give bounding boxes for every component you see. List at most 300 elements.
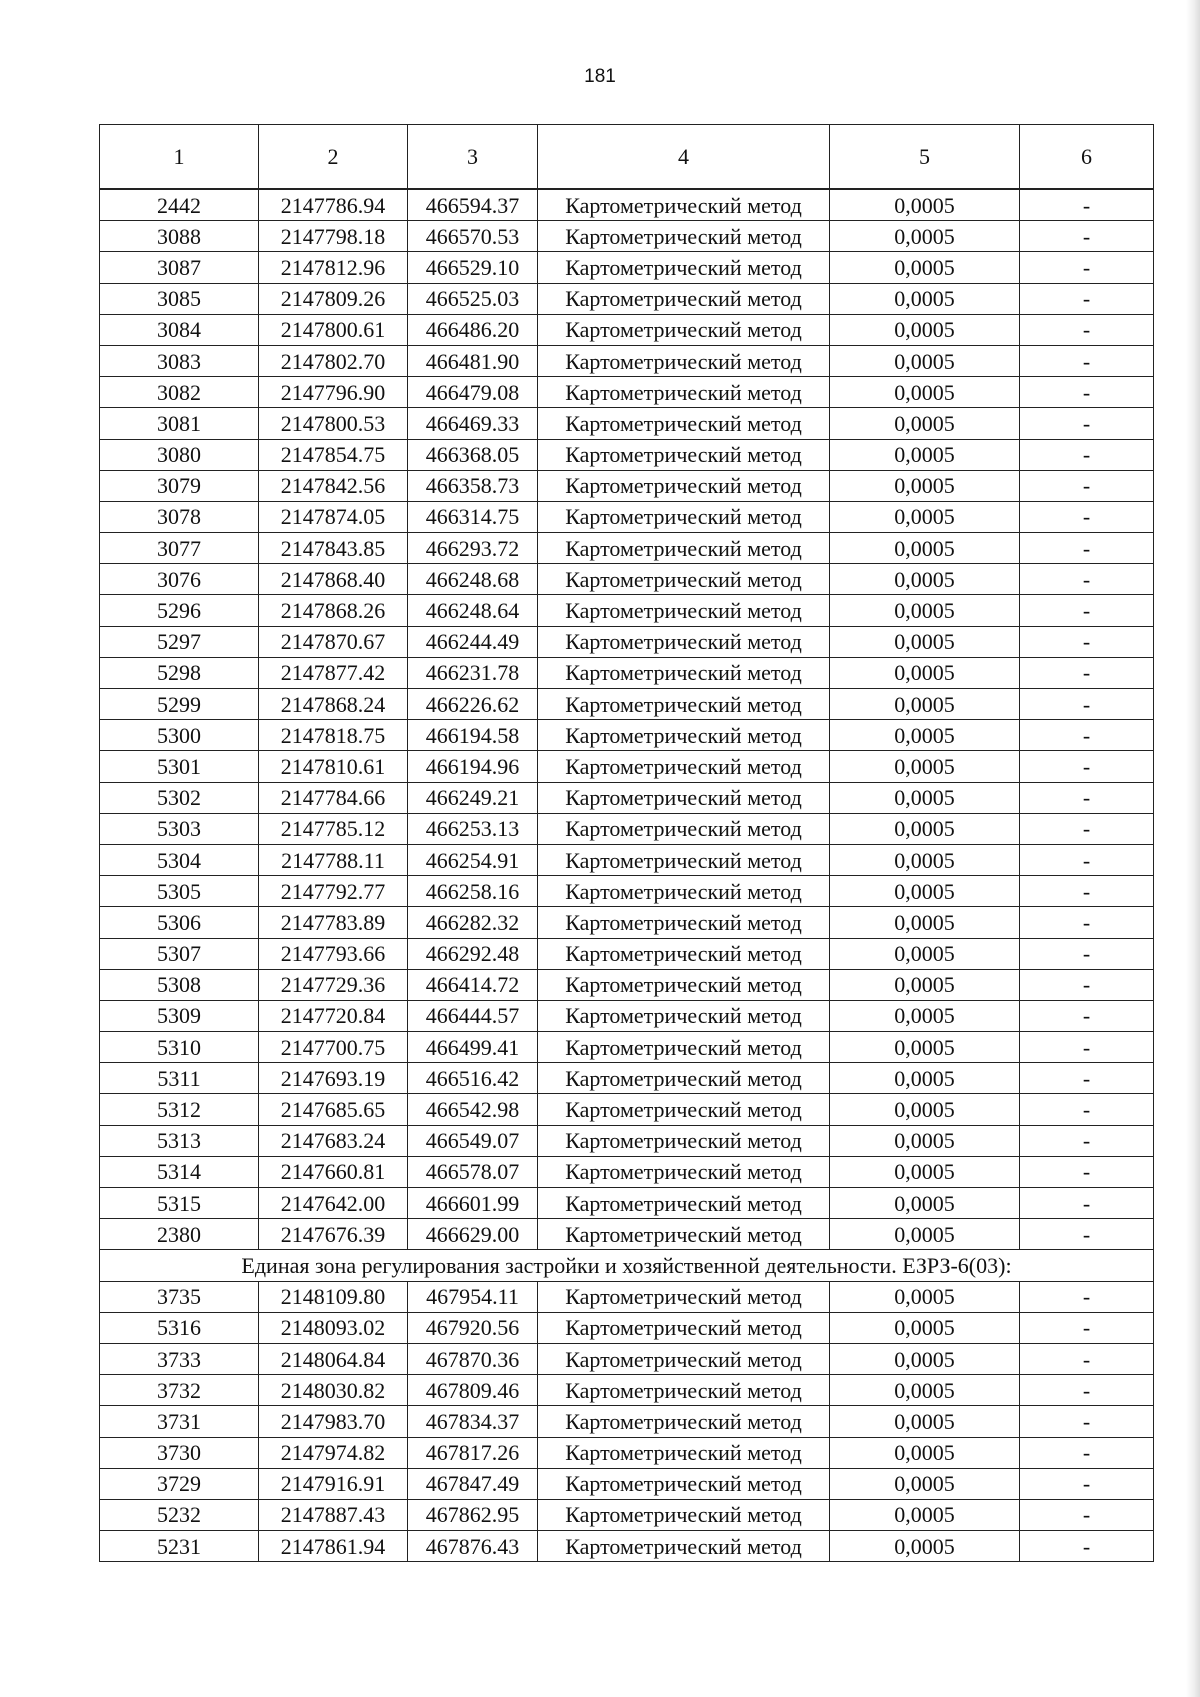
note-cell: - [1020, 969, 1154, 1000]
x-coordinate-cell: 2147868.24 [259, 689, 408, 720]
accuracy-cell: 0,0005 [830, 533, 1020, 564]
x-coordinate-cell: 2147693.19 [259, 1063, 408, 1094]
table-row [100, 564, 1154, 595]
table-row [100, 720, 1154, 751]
table-header-row [100, 125, 1154, 190]
x-coordinate-cell: 2147868.26 [259, 595, 408, 626]
point-number-cell: 5315 [100, 1188, 259, 1219]
note-cell: - [1020, 189, 1154, 221]
note-cell: - [1020, 470, 1154, 501]
x-coordinate-cell: 2147800.53 [259, 408, 408, 439]
method-cell: Картометрический метод [538, 1032, 830, 1063]
table-row [100, 657, 1154, 688]
x-coordinate-cell: 2147916.91 [259, 1468, 408, 1499]
accuracy-cell: 0,0005 [830, 501, 1020, 532]
y-coordinate-cell: 466244.49 [408, 626, 538, 657]
x-coordinate-cell: 2147974.82 [259, 1437, 408, 1468]
y-coordinate-cell: 466254.91 [408, 844, 538, 875]
method-cell: Картометрический метод [538, 1281, 830, 1312]
y-coordinate-cell: 466248.64 [408, 595, 538, 626]
point-number-cell: 5231 [100, 1531, 259, 1562]
y-coordinate-cell: 466226.62 [408, 689, 538, 720]
y-coordinate-cell: 466486.20 [408, 314, 538, 345]
table-row [100, 314, 1154, 345]
x-coordinate-cell: 2147842.56 [259, 470, 408, 501]
accuracy-cell: 0,0005 [830, 1499, 1020, 1530]
note-cell: - [1020, 283, 1154, 314]
method-cell: Картометрический метод [538, 1406, 830, 1437]
note-cell: - [1020, 1125, 1154, 1156]
point-number-cell: 5306 [100, 907, 259, 938]
note-cell: - [1020, 1188, 1154, 1219]
point-number-cell: 3078 [100, 501, 259, 532]
x-coordinate-cell: 2147683.24 [259, 1125, 408, 1156]
y-coordinate-cell: 466594.37 [408, 189, 538, 221]
method-cell: Картометрический метод [538, 1219, 830, 1250]
x-coordinate-cell: 2147983.70 [259, 1406, 408, 1437]
x-coordinate-cell: 2147796.90 [259, 377, 408, 408]
method-cell: Картометрический метод [538, 345, 830, 376]
method-cell: Картометрический метод [538, 377, 830, 408]
x-coordinate-cell: 2147720.84 [259, 1000, 408, 1031]
point-number-cell: 5296 [100, 595, 259, 626]
point-number-cell: 5302 [100, 782, 259, 813]
point-number-cell: 3730 [100, 1437, 259, 1468]
y-coordinate-cell: 466549.07 [408, 1125, 538, 1156]
note-cell: - [1020, 1406, 1154, 1437]
x-coordinate-cell: 2148109.80 [259, 1281, 408, 1312]
note-cell: - [1020, 720, 1154, 751]
x-coordinate-cell: 2147800.61 [259, 314, 408, 345]
note-cell: - [1020, 1343, 1154, 1374]
table-row [100, 1437, 1154, 1468]
accuracy-cell: 0,0005 [830, 595, 1020, 626]
note-cell: - [1020, 252, 1154, 283]
accuracy-cell: 0,0005 [830, 1219, 1020, 1250]
x-coordinate-cell: 2147788.11 [259, 844, 408, 875]
method-cell: Картометрический метод [538, 876, 830, 907]
note-cell: - [1020, 439, 1154, 470]
note-cell: - [1020, 1156, 1154, 1187]
point-number-cell: 5308 [100, 969, 259, 1000]
x-coordinate-cell: 2147868.40 [259, 564, 408, 595]
note-cell: - [1020, 876, 1154, 907]
header-col-4: 4 [538, 125, 830, 190]
accuracy-cell: 0,0005 [830, 1468, 1020, 1499]
table-row [100, 751, 1154, 782]
method-cell: Картометрический метод [538, 1125, 830, 1156]
table-row [100, 1219, 1154, 1250]
x-coordinate-cell: 2147810.61 [259, 751, 408, 782]
y-coordinate-cell: 467920.56 [408, 1312, 538, 1343]
table-row [100, 876, 1154, 907]
point-number-cell: 2380 [100, 1219, 259, 1250]
point-number-cell: 3077 [100, 533, 259, 564]
accuracy-cell: 0,0005 [830, 1343, 1020, 1374]
x-coordinate-cell: 2147843.85 [259, 533, 408, 564]
accuracy-cell: 0,0005 [830, 377, 1020, 408]
point-number-cell: 2442 [100, 189, 259, 221]
y-coordinate-cell: 466516.42 [408, 1063, 538, 1094]
point-number-cell: 3080 [100, 439, 259, 470]
note-cell: - [1020, 1499, 1154, 1530]
note-cell: - [1020, 1375, 1154, 1406]
y-coordinate-cell: 466629.00 [408, 1219, 538, 1250]
method-cell: Картометрический метод [538, 1468, 830, 1499]
table-row [100, 844, 1154, 875]
method-cell: Картометрический метод [538, 689, 830, 720]
point-number-cell: 3084 [100, 314, 259, 345]
x-coordinate-cell: 2147792.77 [259, 876, 408, 907]
y-coordinate-cell: 466249.21 [408, 782, 538, 813]
note-cell: - [1020, 1468, 1154, 1499]
note-cell: - [1020, 1531, 1154, 1562]
point-number-cell: 3076 [100, 564, 259, 595]
method-cell: Картометрический метод [538, 221, 830, 252]
table-row [100, 1125, 1154, 1156]
point-number-cell: 5316 [100, 1312, 259, 1343]
x-coordinate-cell: 2147700.75 [259, 1032, 408, 1063]
scan-edge [1186, 0, 1200, 1697]
point-number-cell: 5232 [100, 1499, 259, 1530]
table-row [100, 439, 1154, 470]
x-coordinate-cell: 2147784.66 [259, 782, 408, 813]
accuracy-cell: 0,0005 [830, 1094, 1020, 1125]
y-coordinate-cell: 466358.73 [408, 470, 538, 501]
y-coordinate-cell: 466253.13 [408, 813, 538, 844]
table-row [100, 345, 1154, 376]
point-number-cell: 5304 [100, 844, 259, 875]
accuracy-cell: 0,0005 [830, 252, 1020, 283]
note-cell: - [1020, 408, 1154, 439]
point-number-cell: 5298 [100, 657, 259, 688]
note-cell: - [1020, 345, 1154, 376]
note-cell: - [1020, 564, 1154, 595]
table-row [100, 470, 1154, 501]
table-row [100, 1499, 1154, 1530]
method-cell: Картометрический метод [538, 1531, 830, 1562]
accuracy-cell: 0,0005 [830, 876, 1020, 907]
accuracy-cell: 0,0005 [830, 657, 1020, 688]
point-number-cell: 3087 [100, 252, 259, 283]
accuracy-cell: 0,0005 [830, 1063, 1020, 1094]
coordinates-table [99, 124, 1154, 1562]
point-number-cell: 3088 [100, 221, 259, 252]
y-coordinate-cell: 466248.68 [408, 564, 538, 595]
x-coordinate-cell: 2147887.43 [259, 1499, 408, 1530]
table-row [100, 189, 1154, 221]
table-row [100, 813, 1154, 844]
table-row [100, 1343, 1154, 1374]
header-col-5: 5 [830, 125, 1020, 190]
accuracy-cell: 0,0005 [830, 969, 1020, 1000]
point-number-cell: 3733 [100, 1343, 259, 1374]
y-coordinate-cell: 467809.46 [408, 1375, 538, 1406]
point-number-cell: 5297 [100, 626, 259, 657]
x-coordinate-cell: 2147818.75 [259, 720, 408, 751]
accuracy-cell: 0,0005 [830, 782, 1020, 813]
y-coordinate-cell: 467834.37 [408, 1406, 538, 1437]
table-row [100, 1000, 1154, 1031]
x-coordinate-cell: 2147729.36 [259, 969, 408, 1000]
note-cell: - [1020, 1063, 1154, 1094]
y-coordinate-cell: 466469.33 [408, 408, 538, 439]
method-cell: Картометрический метод [538, 1375, 830, 1406]
point-number-cell: 5299 [100, 689, 259, 720]
table-row [100, 1156, 1154, 1187]
method-cell: Картометрический метод [538, 1437, 830, 1468]
accuracy-cell: 0,0005 [830, 1406, 1020, 1437]
table-row [100, 1063, 1154, 1094]
method-cell: Картометрический метод [538, 844, 830, 875]
point-number-cell: 3081 [100, 408, 259, 439]
point-number-cell: 5305 [100, 876, 259, 907]
table-row [100, 501, 1154, 532]
accuracy-cell: 0,0005 [830, 283, 1020, 314]
section-title: Единая зона регулирования застройки и хозяйственной деятельности. ЕЗРЗ-6(03): [100, 1250, 1154, 1281]
method-cell: Картометрический метод [538, 470, 830, 501]
x-coordinate-cell: 2147685.65 [259, 1094, 408, 1125]
point-number-cell: 5313 [100, 1125, 259, 1156]
accuracy-cell: 0,0005 [830, 689, 1020, 720]
accuracy-cell: 0,0005 [830, 938, 1020, 969]
y-coordinate-cell: 467862.95 [408, 1499, 538, 1530]
note-cell: - [1020, 1032, 1154, 1063]
accuracy-cell: 0,0005 [830, 1531, 1020, 1562]
y-coordinate-cell: 466444.57 [408, 1000, 538, 1031]
note-cell: - [1020, 657, 1154, 688]
point-number-cell: 5307 [100, 938, 259, 969]
table-row [100, 782, 1154, 813]
method-cell: Картометрический метод [538, 907, 830, 938]
accuracy-cell: 0,0005 [830, 564, 1020, 595]
point-number-cell: 5310 [100, 1032, 259, 1063]
method-cell: Картометрический метод [538, 501, 830, 532]
x-coordinate-cell: 2147861.94 [259, 1531, 408, 1562]
method-cell: Картометрический метод [538, 1188, 830, 1219]
page-number: 181 [584, 66, 616, 87]
y-coordinate-cell: 467954.11 [408, 1281, 538, 1312]
y-coordinate-cell: 466570.53 [408, 221, 538, 252]
note-cell: - [1020, 813, 1154, 844]
method-cell: Картометрический метод [538, 1343, 830, 1374]
accuracy-cell: 0,0005 [830, 221, 1020, 252]
note-cell: - [1020, 314, 1154, 345]
accuracy-cell: 0,0005 [830, 1375, 1020, 1406]
point-number-cell: 5300 [100, 720, 259, 751]
method-cell: Картометрический метод [538, 595, 830, 626]
accuracy-cell: 0,0005 [830, 1125, 1020, 1156]
method-cell: Картометрический метод [538, 1000, 830, 1031]
header-col-3: 3 [408, 125, 538, 190]
accuracy-cell: 0,0005 [830, 1000, 1020, 1031]
table-row [100, 283, 1154, 314]
table-row [100, 1281, 1154, 1312]
note-cell: - [1020, 595, 1154, 626]
table-row [100, 252, 1154, 283]
point-number-cell: 5311 [100, 1063, 259, 1094]
header-col-1: 1 [100, 125, 259, 190]
method-cell: Картометрический метод [538, 969, 830, 1000]
table-body [100, 189, 1154, 1562]
note-cell: - [1020, 782, 1154, 813]
y-coordinate-cell: 467847.49 [408, 1468, 538, 1499]
y-coordinate-cell: 466194.96 [408, 751, 538, 782]
note-cell: - [1020, 1312, 1154, 1343]
x-coordinate-cell: 2147812.96 [259, 252, 408, 283]
method-cell: Картометрический метод [538, 1094, 830, 1125]
method-cell: Картометрический метод [538, 439, 830, 470]
x-coordinate-cell: 2147783.89 [259, 907, 408, 938]
note-cell: - [1020, 221, 1154, 252]
y-coordinate-cell: 466258.16 [408, 876, 538, 907]
table-row [100, 1312, 1154, 1343]
y-coordinate-cell: 466231.78 [408, 657, 538, 688]
accuracy-cell: 0,0005 [830, 1032, 1020, 1063]
note-cell: - [1020, 844, 1154, 875]
method-cell: Картометрический метод [538, 533, 830, 564]
y-coordinate-cell: 466292.48 [408, 938, 538, 969]
point-number-cell: 3085 [100, 283, 259, 314]
y-coordinate-cell: 466601.99 [408, 1188, 538, 1219]
point-number-cell: 5312 [100, 1094, 259, 1125]
x-coordinate-cell: 2147874.05 [259, 501, 408, 532]
table-row [100, 595, 1154, 626]
x-coordinate-cell: 2147793.66 [259, 938, 408, 969]
x-coordinate-cell: 2147676.39 [259, 1219, 408, 1250]
table-row [100, 1032, 1154, 1063]
method-cell: Картометрический метод [538, 314, 830, 345]
table-row [100, 969, 1154, 1000]
method-cell: Картометрический метод [538, 626, 830, 657]
y-coordinate-cell: 466479.08 [408, 377, 538, 408]
accuracy-cell: 0,0005 [830, 844, 1020, 875]
method-cell: Картометрический метод [538, 1499, 830, 1530]
point-number-cell: 3731 [100, 1406, 259, 1437]
x-coordinate-cell: 2148030.82 [259, 1375, 408, 1406]
note-cell: - [1020, 907, 1154, 938]
note-cell: - [1020, 1437, 1154, 1468]
table-row [100, 1375, 1154, 1406]
method-cell: Картометрический метод [538, 1156, 830, 1187]
method-cell: Картометрический метод [538, 252, 830, 283]
point-number-cell: 3729 [100, 1468, 259, 1499]
note-cell: - [1020, 1000, 1154, 1031]
method-cell: Картометрический метод [538, 813, 830, 844]
point-number-cell: 3083 [100, 345, 259, 376]
method-cell: Картометрический метод [538, 1312, 830, 1343]
header-col-2: 2 [259, 125, 408, 190]
accuracy-cell: 0,0005 [830, 626, 1020, 657]
table-row [100, 626, 1154, 657]
accuracy-cell: 0,0005 [830, 189, 1020, 221]
point-number-cell: 3735 [100, 1281, 259, 1312]
accuracy-cell: 0,0005 [830, 1156, 1020, 1187]
x-coordinate-cell: 2147877.42 [259, 657, 408, 688]
y-coordinate-cell: 466414.72 [408, 969, 538, 1000]
y-coordinate-cell: 466499.41 [408, 1032, 538, 1063]
x-coordinate-cell: 2147785.12 [259, 813, 408, 844]
method-cell: Картометрический метод [538, 408, 830, 439]
point-number-cell: 3732 [100, 1375, 259, 1406]
accuracy-cell: 0,0005 [830, 314, 1020, 345]
accuracy-cell: 0,0005 [830, 470, 1020, 501]
x-coordinate-cell: 2147642.00 [259, 1188, 408, 1219]
method-cell: Картометрический метод [538, 751, 830, 782]
table-row [100, 938, 1154, 969]
note-cell: - [1020, 377, 1154, 408]
table-row [100, 221, 1154, 252]
method-cell: Картометрический метод [538, 564, 830, 595]
note-cell: - [1020, 533, 1154, 564]
x-coordinate-cell: 2147660.81 [259, 1156, 408, 1187]
accuracy-cell: 0,0005 [830, 345, 1020, 376]
header-col-6: 6 [1020, 125, 1154, 190]
accuracy-cell: 0,0005 [830, 408, 1020, 439]
point-number-cell: 5301 [100, 751, 259, 782]
y-coordinate-cell: 466578.07 [408, 1156, 538, 1187]
x-coordinate-cell: 2147802.70 [259, 345, 408, 376]
accuracy-cell: 0,0005 [830, 1437, 1020, 1468]
y-coordinate-cell: 467876.43 [408, 1531, 538, 1562]
note-cell: - [1020, 1094, 1154, 1125]
point-number-cell: 3079 [100, 470, 259, 501]
accuracy-cell: 0,0005 [830, 813, 1020, 844]
note-cell: - [1020, 689, 1154, 720]
x-coordinate-cell: 2147870.67 [259, 626, 408, 657]
y-coordinate-cell: 466481.90 [408, 345, 538, 376]
accuracy-cell: 0,0005 [830, 907, 1020, 938]
method-cell: Картометрический метод [538, 189, 830, 221]
method-cell: Картометрический метод [538, 657, 830, 688]
note-cell: - [1020, 1281, 1154, 1312]
accuracy-cell: 0,0005 [830, 1188, 1020, 1219]
y-coordinate-cell: 466293.72 [408, 533, 538, 564]
method-cell: Картометрический метод [538, 1063, 830, 1094]
y-coordinate-cell: 467870.36 [408, 1343, 538, 1374]
table-row [100, 533, 1154, 564]
method-cell: Картометрический метод [538, 720, 830, 751]
table-row [100, 1406, 1154, 1437]
accuracy-cell: 0,0005 [830, 1312, 1020, 1343]
accuracy-cell: 0,0005 [830, 751, 1020, 782]
y-coordinate-cell: 466194.58 [408, 720, 538, 751]
y-coordinate-cell: 466368.05 [408, 439, 538, 470]
accuracy-cell: 0,0005 [830, 1281, 1020, 1312]
note-cell: - [1020, 626, 1154, 657]
method-cell: Картометрический метод [538, 782, 830, 813]
y-coordinate-cell: 467817.26 [408, 1437, 538, 1468]
note-cell: - [1020, 501, 1154, 532]
table-row [100, 408, 1154, 439]
note-cell: - [1020, 1219, 1154, 1250]
table-row [100, 377, 1154, 408]
method-cell: Картометрический метод [538, 283, 830, 314]
point-number-cell: 5309 [100, 1000, 259, 1031]
table-row [100, 1468, 1154, 1499]
y-coordinate-cell: 466529.10 [408, 252, 538, 283]
y-coordinate-cell: 466525.03 [408, 283, 538, 314]
x-coordinate-cell: 2148064.84 [259, 1343, 408, 1374]
x-coordinate-cell: 2147809.26 [259, 283, 408, 314]
y-coordinate-cell: 466542.98 [408, 1094, 538, 1125]
table-row [100, 1188, 1154, 1219]
x-coordinate-cell: 2148093.02 [259, 1312, 408, 1343]
table-row [100, 689, 1154, 720]
point-number-cell: 3082 [100, 377, 259, 408]
y-coordinate-cell: 466314.75 [408, 501, 538, 532]
point-number-cell: 5314 [100, 1156, 259, 1187]
